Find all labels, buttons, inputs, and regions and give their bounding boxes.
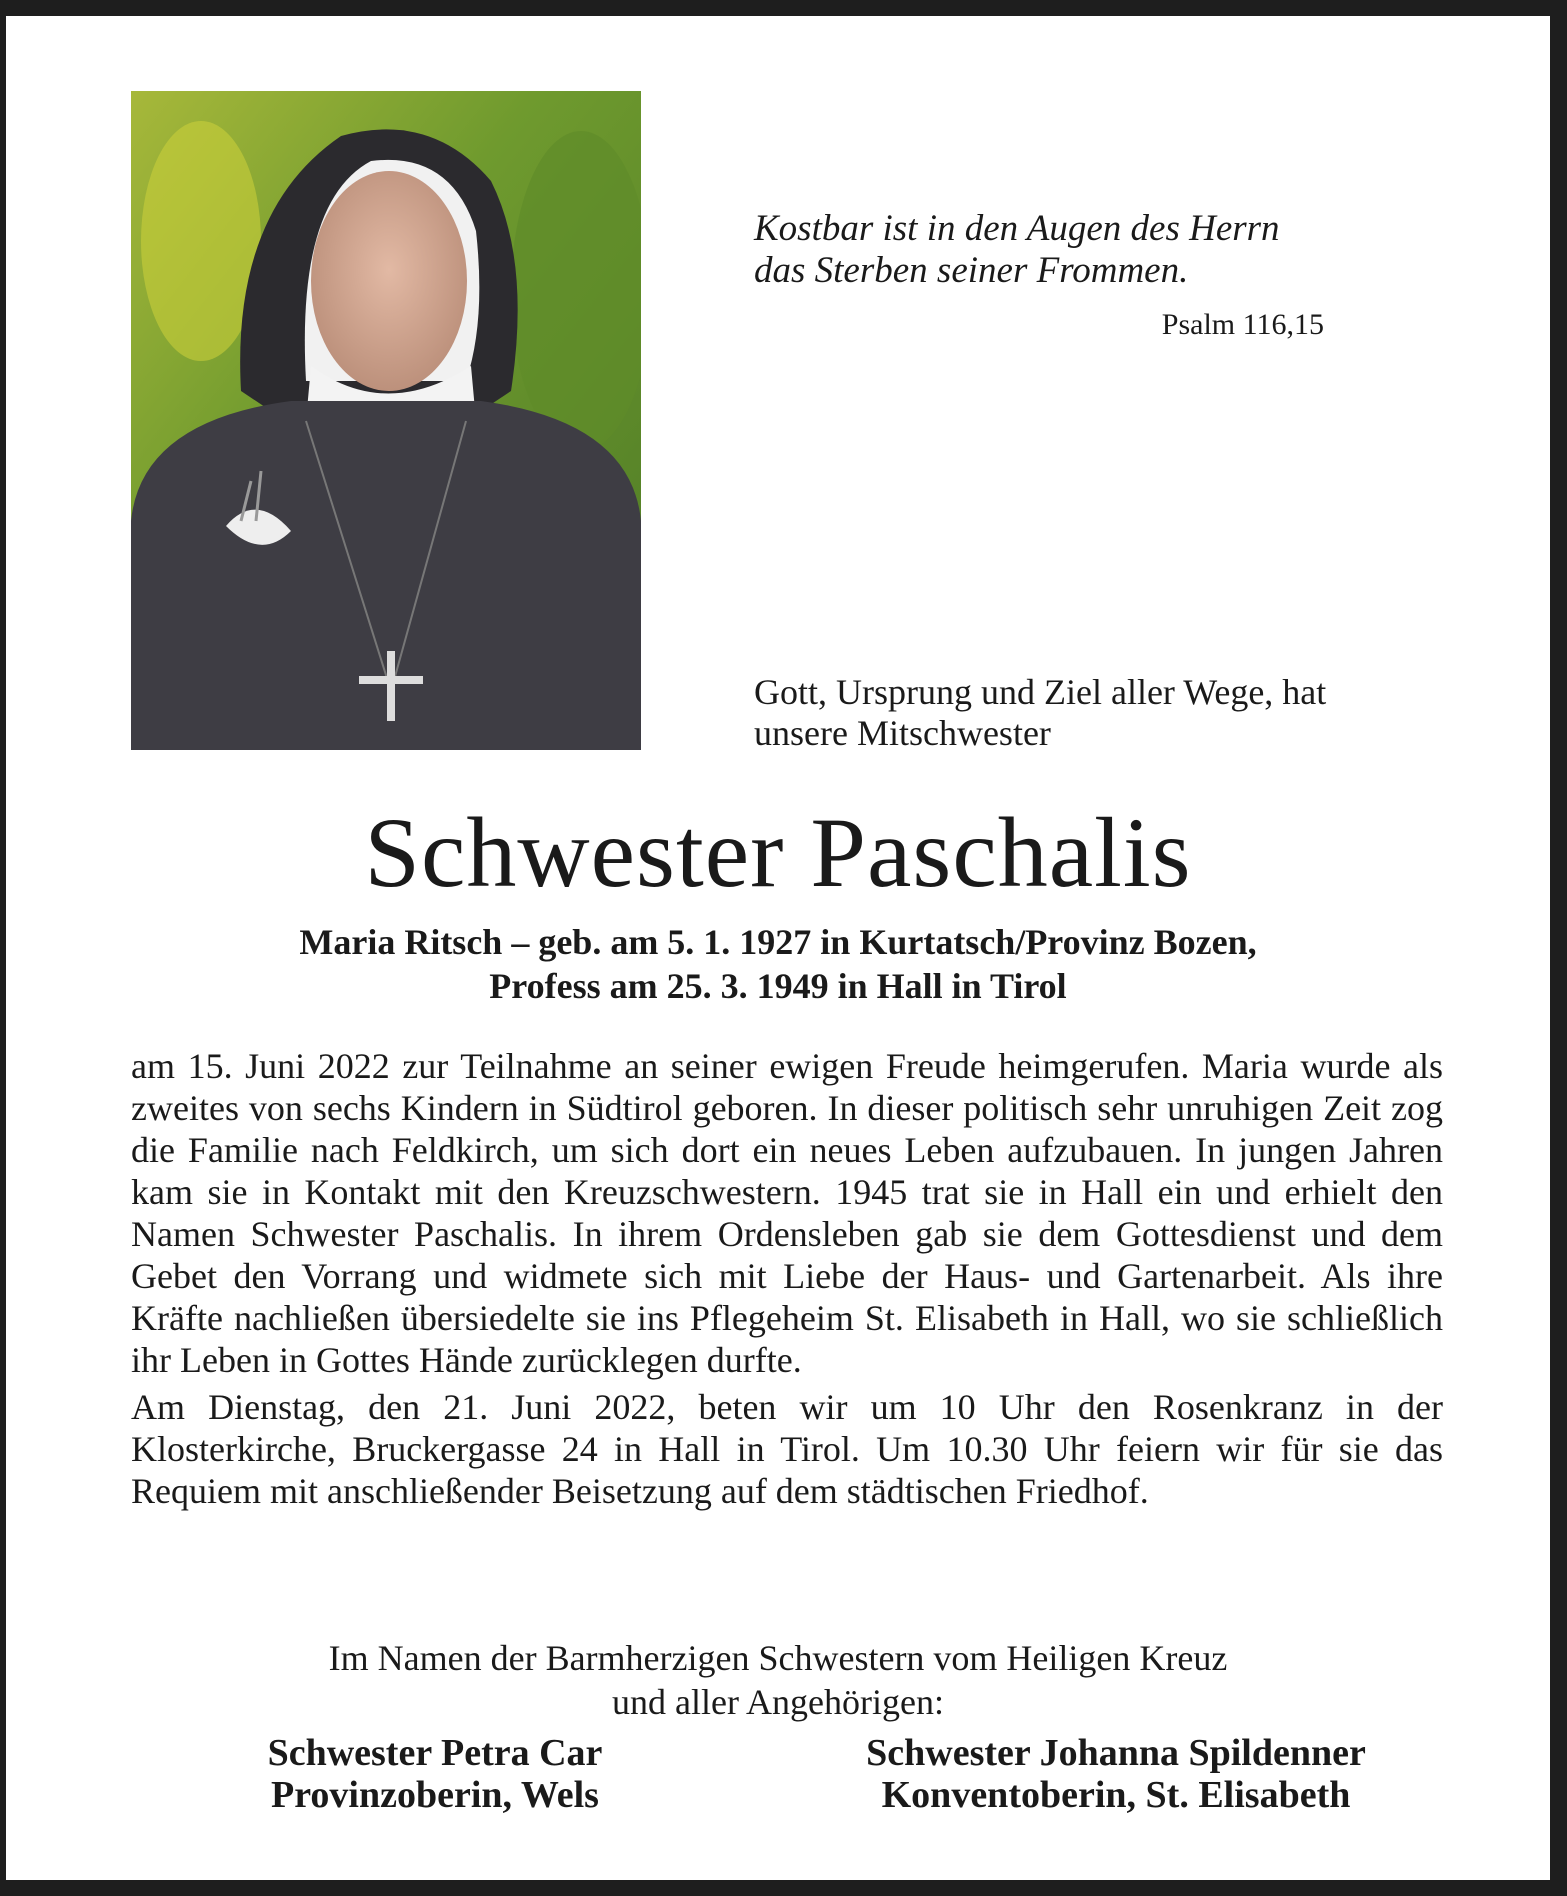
signer-role: Provinzoberin, Wels [271, 1774, 599, 1816]
quote-line: das Sterben seiner Frommen. [754, 250, 1189, 291]
deceased-name: Schwester Paschalis [364, 797, 1192, 908]
intro-text [754, 672, 1326, 754]
signer-left [125, 1732, 745, 1816]
signature-intro [6, 1636, 1550, 1724]
portrait-photo [131, 91, 641, 750]
signer-role: Konventoberin, St. Elisabeth [881, 1774, 1351, 1816]
intro-line: unsere Mitschwester [754, 713, 1051, 753]
obituary-page [6, 16, 1550, 1880]
intro-line: Gott, Ursprung und Ziel aller Wege, hat [754, 672, 1327, 712]
quote-line: Kostbar ist in den Augen des Herrn [754, 208, 1280, 249]
subtitle-line: Profess am 25. 3. 1949 in Hall in Tirol [489, 966, 1067, 1006]
birth-profession-details [6, 920, 1550, 1008]
body-paragraph: am 15. Juni 2022 zur Teilnahme an seiner ewigen Freude heimgerufen. Maria wurde als zweites von sechs Kindern in Südtirol geboren. In dieser politisch sehr unruhigen Zeit zog die Familie nach Feldkirch, um sich dort ein neues Leben aufzubauen. In jungen Jahren kam sie in Kontakt mit den Kreuzschwestern. 1945 trat sie in Hall ein und erhielt den Namen Schwester Paschalis. In ihrem Ordensleben gab sie dem Gottesdienst und dem Gebet den Vorrang und widmete sich mit Liebe der Haus- und Gartenarbeit. Als ihre Kräfte nachließen übersiedelte sie ins Pflegeheim St. Elisabeth in Hall, wo sie schließlich ihr Leben in Gottes Hände zurücklegen durfte. [131, 1046, 1443, 1380]
signer-name: Schwester Johanna Spildenner [866, 1732, 1366, 1774]
bible-quote [754, 208, 1280, 292]
signature-line: Im Namen der Barmherzigen Schwestern vom Heiligen Kreuz [328, 1638, 1228, 1678]
body-paragraph: Am Dienstag, den 21. Juni 2022, beten wir um 10 Uhr den Rosenkranz in der Klosterkirche, Bruckergasse 24 in Hall in Tirol. Um 10.30 Uhr feiern wir für sie das Requiem mit anschließender Beisetzung auf dem städtischen Friedhof. [131, 1387, 1443, 1511]
signature-line: und aller Angehörigen: [612, 1682, 944, 1722]
quote-source: Psalm 116,15 [1161, 308, 1324, 341]
signer-name: Schwester Petra Car [267, 1732, 603, 1774]
subtitle-line: Maria Ritsch – geb. am 5. 1. 1927 in Kurtatsch/Provinz Bozen, [299, 922, 1257, 962]
obituary-body [131, 1045, 1443, 1517]
signer-right [806, 1732, 1426, 1816]
